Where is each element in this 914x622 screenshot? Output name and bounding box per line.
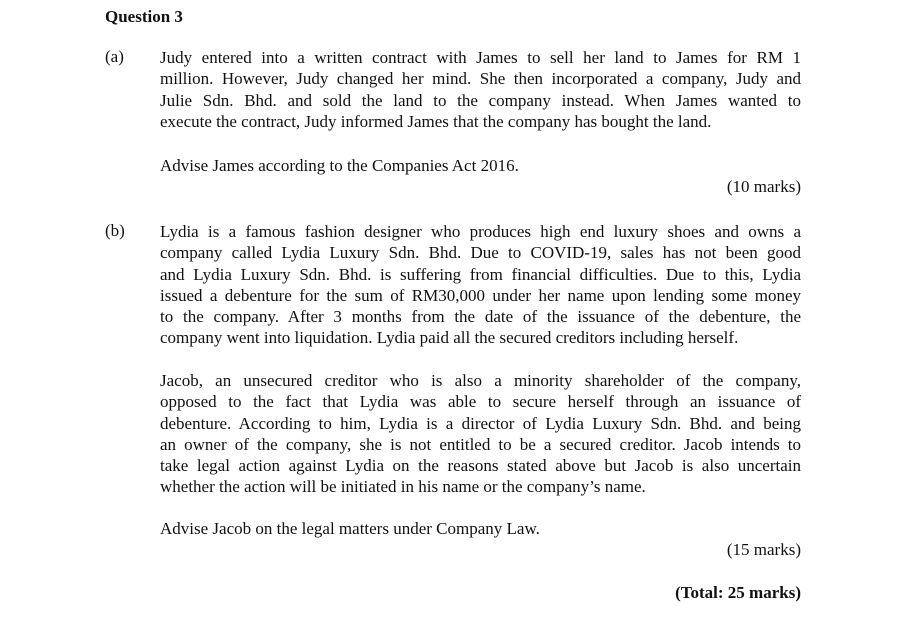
part-b-label: (b) [105,221,125,240]
paragraph-line: whether the action will be initiated in his name or the company’s name. [160,477,646,497]
paragraph-line: opposed to the fact that Lydia was able to secure herself through an issuance of [160,392,801,412]
part-b-paragraph-2 [160,370,801,498]
paragraph-line: an owner of the company, she is not entitled to be a secured creditor. Jacob intends to [160,434,801,454]
part-a-marks: (10 marks) [726,177,801,196]
part-a-paragraph [160,47,801,132]
part-a-instruction: Advise James according to the Companies Act 2016. [160,156,519,175]
total-marks: (Total: 25 marks) [675,583,801,602]
part-b-instruction: Advise Jacob on the legal matters under Company Law. [160,519,540,538]
paragraph-line: Jacob, an unsecured creditor who is also a minority shareholder of the company, [160,371,801,390]
paragraph-line: execute the contract, Judy informed James that the company has bought the land. [160,111,712,131]
part-b-marks: (15 marks) [726,540,801,559]
paragraph-line: issued a debenture for the sum of RM30,000 under her name upon lending some money [160,285,801,305]
paragraph-line: debenture. According to him, Lydia is a director of Lydia Luxury Sdn. Bhd. and being [160,413,801,433]
paragraph-line: million. However, Judy changed her mind. She then incorporated a company, Judy and [160,69,801,89]
part-a-label: (a) [105,47,124,66]
paragraph-line: Judy entered into a written contract with James to sell her land to James for RM 1 [160,48,801,67]
paragraph-line: company went into liquidation. Lydia paid all the secured creditors including herself. [160,328,739,348]
paragraph-line: Lydia is a famous fashion designer who produces high end luxury shoes and owns a [160,222,801,241]
paragraph-line: to the company. After 3 months from the date of the issuance of the debenture, the [160,307,801,327]
paragraph-line: company called Lydia Luxury Sdn. Bhd. Due to COVID-19, sales has not been good [160,243,801,263]
part-b-paragraph-1 [160,221,801,349]
paragraph-line: take legal action against Lydia on the reasons stated above but Jacob is also uncertain [160,456,801,476]
question-title: Question 3 [105,7,183,26]
paragraph-line: Julie Sdn. Bhd. and sold the land to the company instead. When James wanted to [160,90,801,110]
paragraph-line: and Lydia Luxury Sdn. Bhd. is suffering from financial difficulties. Due to this, Lydia [160,264,801,284]
